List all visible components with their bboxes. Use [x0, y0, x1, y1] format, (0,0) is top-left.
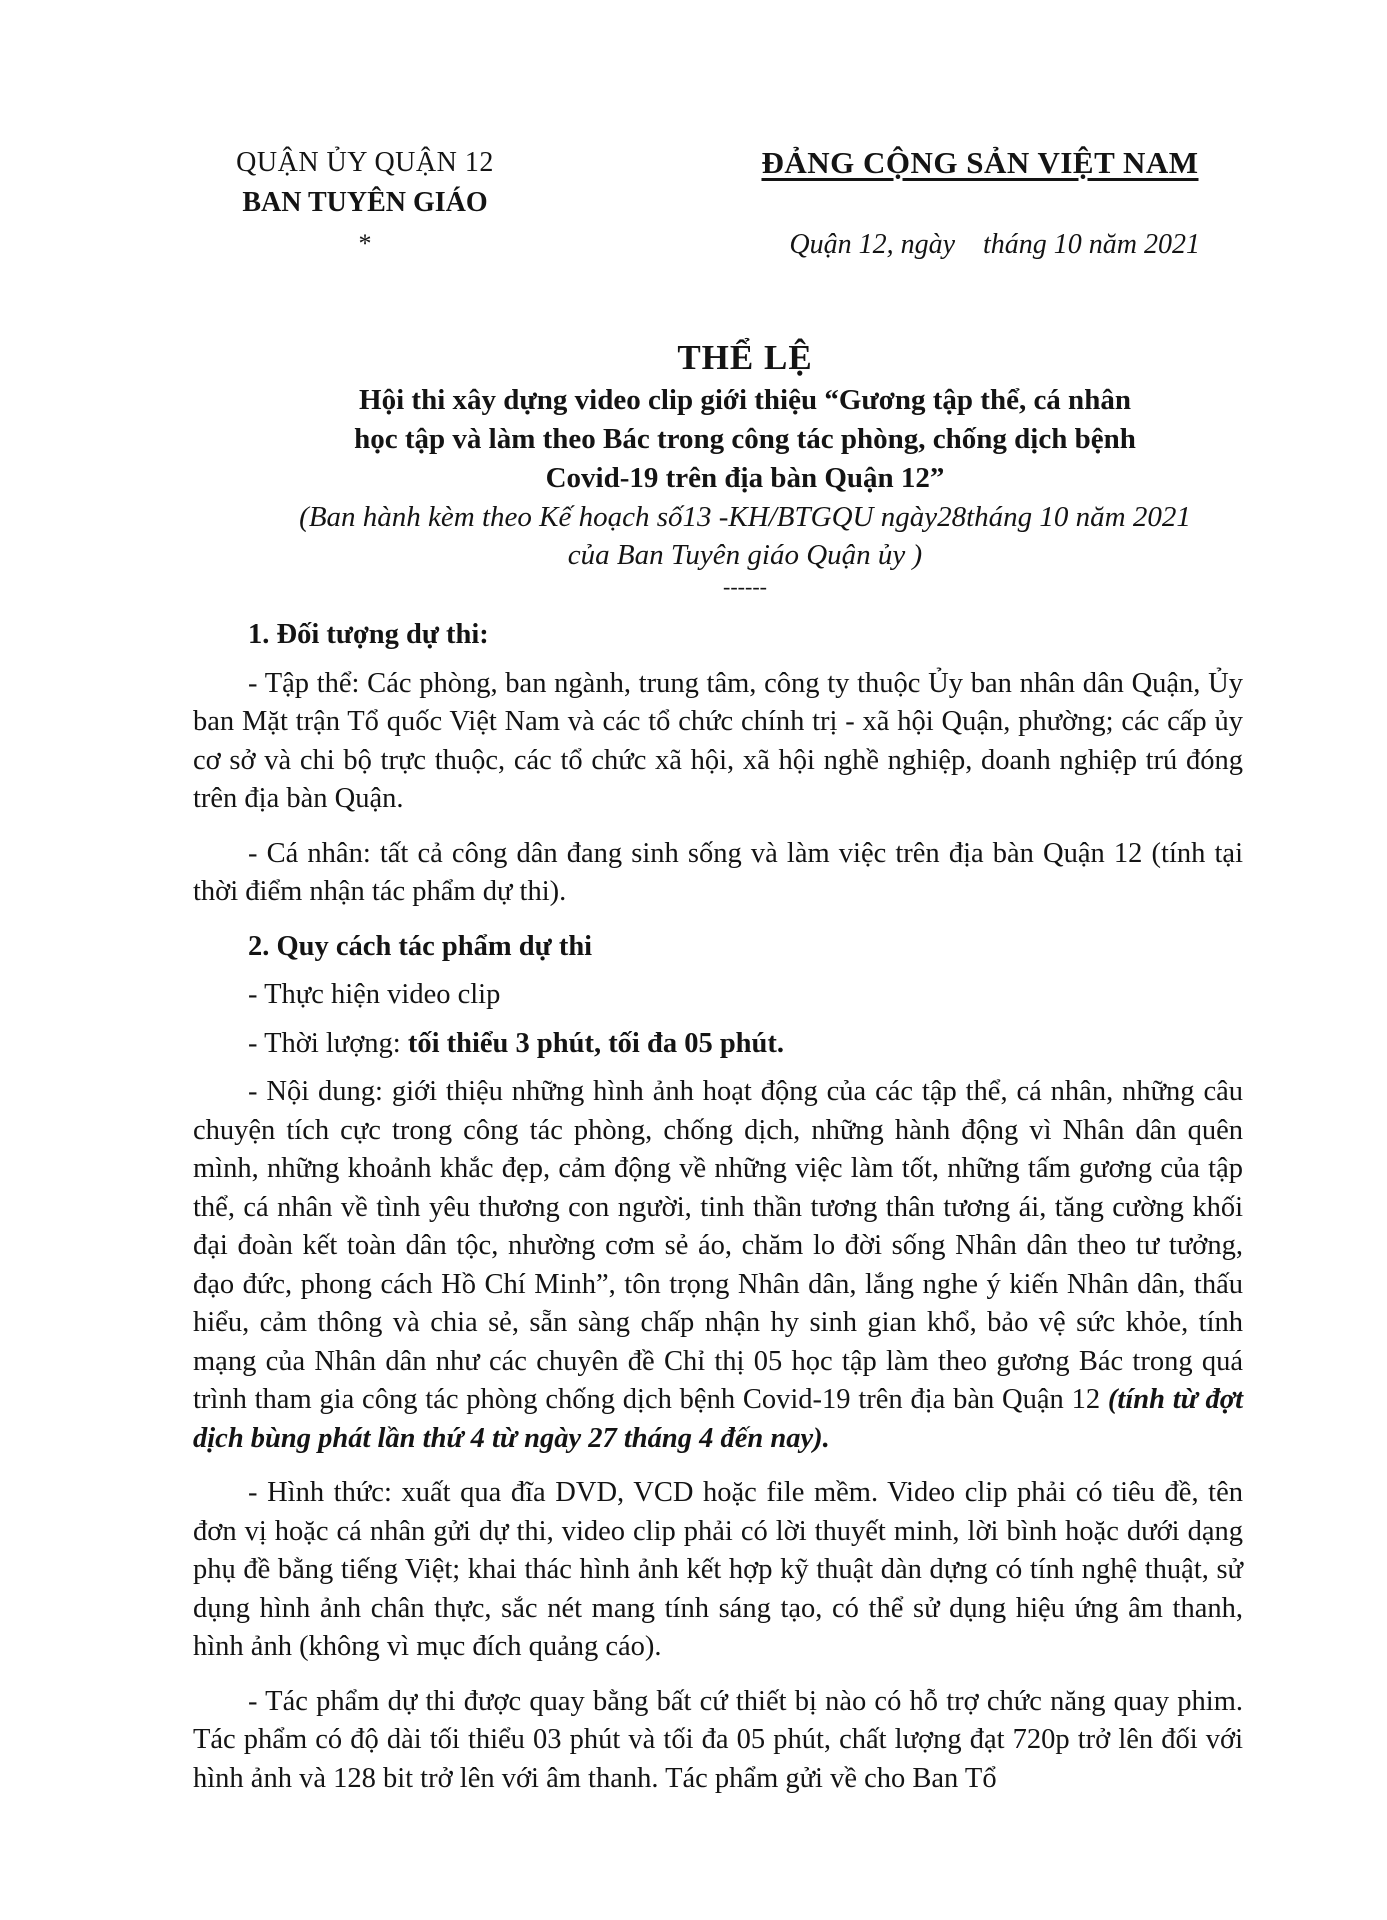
section-2-item-video: - Thực hiện video clip [248, 979, 501, 1010]
section-1-collective-paragraph: - Tập thể: Các phòng, ban ngành, trung tâm, công ty thuộc Ủy ban nhân dân Quận, Ủy ban Mặt trận Tổ quốc Việt Nam và các tổ chức chính trị - xã hội Quận, phường; các cấp ủy cơ sở và chi bộ trực thuộc, các tổ chức xã hội, xã hội nghề nghiệp, doanh nghiệp trú đóng trên địa bàn Quận. [193, 667, 1243, 814]
national-motto-block [720, 143, 1240, 265]
agency-line-2: BAN TUYÊN GIÁO [242, 187, 488, 218]
issuing-agency-block [200, 143, 530, 257]
section-2-item-duration [193, 1025, 1243, 1064]
title-subline-3: Covid-19 trên địa bàn Quận 12” [545, 462, 945, 494]
issuance-note-line-1: (Ban hành kèm theo Kế hoạch số13 -KH/BTGQU ngày28tháng 10 năm 2021 [299, 501, 1191, 533]
document-body [193, 616, 1243, 1798]
section-2-device-paragraph: - Tác phẩm dự thi được quay bằng bất cứ thiết bị nào có hỗ trợ chức năng quay phim. Tác phẩm có độ dài tối thiểu 03 phút và tối đa 05 phút, chất lượng đạt 720p trở lên đối với hình ảnh và 128 bit trở lên với âm thanh. Tác phẩm gửi về cho Ban Tổ [193, 1685, 1243, 1794]
duration-label: - Thời lượng: [248, 1027, 408, 1059]
title-separator: ------ [723, 574, 767, 599]
duration-value: tối thiểu 3 phút, tối đa 05 phút. [407, 1027, 784, 1059]
issue-date: Quận 12, ngày tháng 10 năm 2021 [789, 229, 1200, 260]
agency-line-1: QUẬN ỦY QUẬN 12 [236, 147, 494, 178]
title-subline-2: học tập và làm theo Bác trong công tác phòng, chống dịch bệnh [354, 423, 1136, 455]
content-emphasis: (tính từ đợt dịch bùng phát lần thứ 4 từ ngày 27 tháng 4 đến nay). [193, 1384, 1244, 1454]
section-2-heading: 2. Quy cách tác phẩm dự thi [248, 930, 593, 962]
title-subline-1: Hội thi xây dựng video clip giới thiệu “Gương tập thể, cá nhân [359, 384, 1131, 416]
section-2-content-paragraph [193, 1073, 1243, 1458]
section-1-heading: 1. Đối tượng dự thi: [248, 619, 489, 650]
section-2-form-paragraph: - Hình thức: xuất qua đĩa DVD, VCD hoặc file mềm. Video clip phải có tiêu đề, tên đơn vị hoặc cá nhân gửi dự thi, video clip phải có lời thuyết minh, lời bình hoặc dưới dạng phụ đề bằng tiếng Việt; khai thác hình ảnh kết hợp kỹ thuật dàn dựng có tính nghệ thuật, sử dụng hình ảnh chân thực, sắc nét mang tính sáng tạo, có thể sử dụng hiệu ứng âm thanh, hình ảnh (không vì mục đích quảng cáo). [193, 1477, 1243, 1662]
document-title: THỂ LỆ [677, 338, 813, 377]
party-motto: ĐẢNG CỘNG SẢN VIỆT NAM [761, 145, 1199, 180]
document-title-block [240, 335, 1250, 598]
agency-mark: * [358, 229, 372, 258]
content-text: - Nội dung: giới thiệu những hình ảnh hoạt động của các tập thể, cá nhân, những câu chuyện tích cực trong công tác phòng, chống dịch, những hành động vì Nhân dân quên mình, những khoảnh khắc đẹp, cảm động về những việc làm tốt, những tấm gương của tập thể, cá nhân về tình yêu thương con người, tinh thần tương thân tương ái, tăng cường khối đại đoàn kết toàn dân tộc, nhường cơm sẻ áo, chăm lo đời sống Nhân dân theo tư tưởng, đạo đức, phong cách Hồ Chí Minh”, tôn trọng Nhân dân, lắng nghe ý kiến Nhân dân, thấu hiểu, cảm thông và chia sẻ, sẵn sàng chấp nhận hy sinh gian khổ, bảo vệ sức khỏe, tính mạng của Nhân dân như các chuyên đề Chỉ thị 05 học tập làm theo gương Bác trong quá trình tham gia công tác phòng chống dịch bệnh Covid-19 trên địa bàn Quận 12 [193, 1076, 1243, 1415]
issuance-note-line-2: của Ban Tuyên giáo Quận ủy ) [567, 539, 923, 571]
section-1-individual-paragraph: - Cá nhân: tất cả công dân đang sinh sống và làm việc trên địa bàn Quận 12 (tính tại thời điểm nhận tác phẩm dự thi). [193, 837, 1243, 907]
